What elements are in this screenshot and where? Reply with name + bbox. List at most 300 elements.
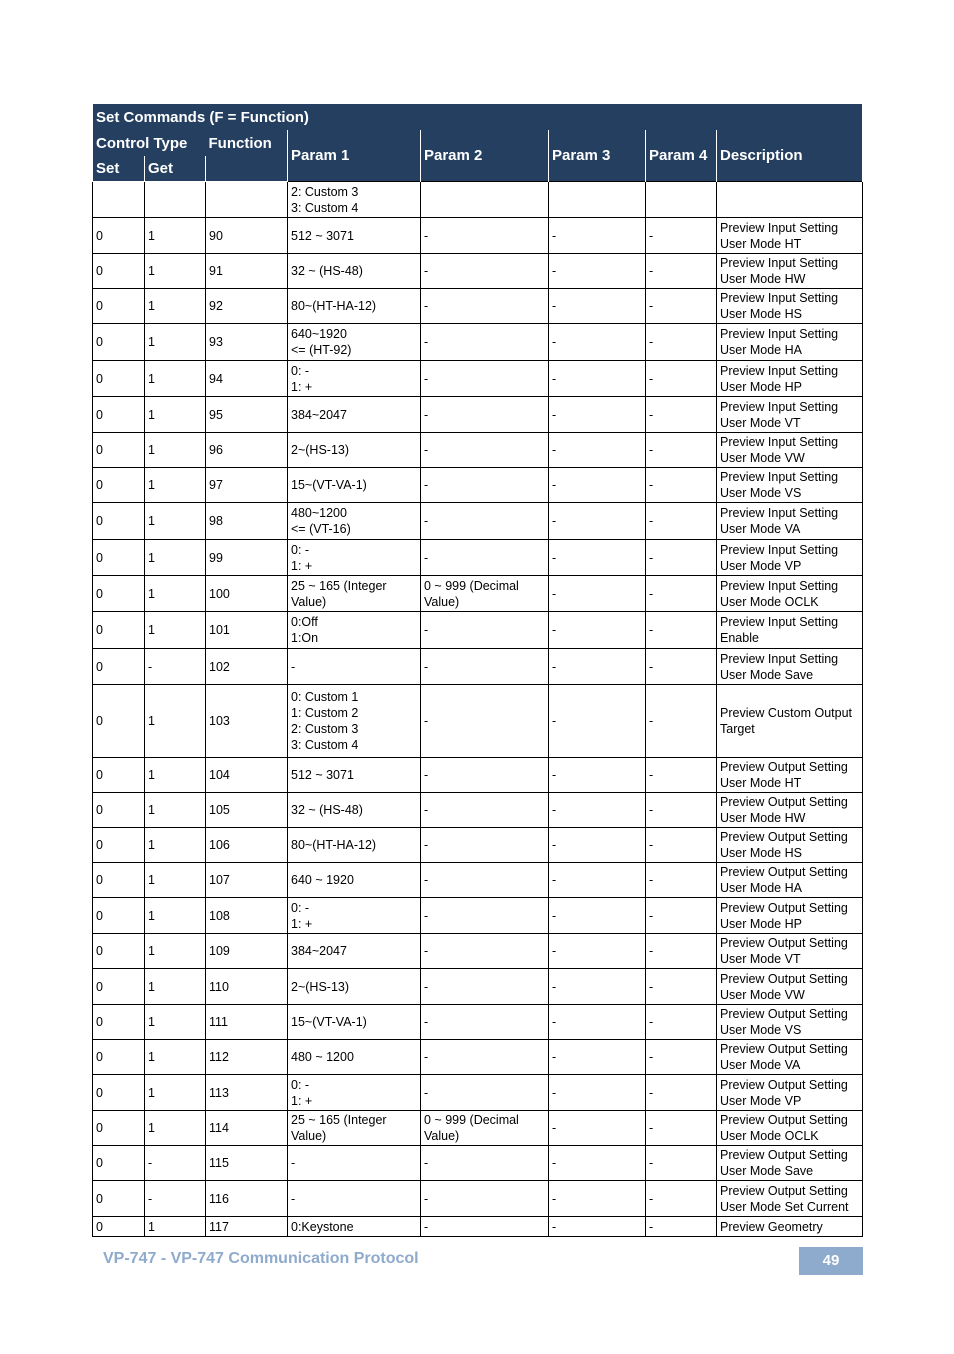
cell-line: User Mode VS: [720, 1023, 802, 1037]
cell-description: [717, 397, 863, 433]
cell-function: 117: [206, 1217, 288, 1237]
cell-line: Preview Output Setting: [720, 1148, 848, 1162]
cell-set: 0: [93, 503, 145, 540]
table-row: [93, 289, 863, 324]
cell-param4: -: [646, 324, 717, 361]
cell-set: 0: [93, 433, 145, 468]
table-row: [93, 576, 863, 612]
cell-param2: -: [421, 503, 549, 540]
cell-get: 1: [145, 468, 206, 503]
cell-param3: -: [549, 324, 646, 361]
cell-param1: [288, 218, 421, 254]
cell-description: [717, 182, 863, 218]
cell-function: 115: [206, 1146, 288, 1181]
cell-line: 0: -: [291, 363, 310, 378]
cell-line: 0: Custom 1: [291, 690, 359, 704]
header-set: Set: [93, 156, 145, 182]
cell-param2: -: [421, 218, 549, 254]
cell-description: [717, 1217, 863, 1237]
cell-param2: -: [421, 969, 549, 1005]
cell-param4: -: [646, 828, 717, 863]
table-row: [93, 218, 863, 254]
cell-function: 104: [206, 758, 288, 793]
cell-param2: -: [421, 685, 549, 758]
cell-line: 2: Custom 3: [291, 184, 359, 199]
header-description: Description: [717, 130, 863, 182]
cell-param3: -: [549, 361, 646, 397]
cell-description: [717, 468, 863, 503]
cell-param3: -: [549, 969, 646, 1005]
cell-set: 0: [93, 1217, 145, 1237]
cell-description: [717, 503, 863, 540]
cell-set: 0: [93, 540, 145, 576]
cell-function: 108: [206, 898, 288, 934]
cell-line: User Mode VA: [720, 1058, 801, 1072]
table-row: [93, 361, 863, 397]
cell-line: 80~(HT-HA-12): [291, 838, 377, 852]
cell-get: 1: [145, 685, 206, 758]
cell-function: 116: [206, 1181, 288, 1217]
cell-line: User Mode HS: [720, 307, 802, 321]
cell-set: 0: [93, 218, 145, 254]
cell-set: 0: [93, 1111, 145, 1146]
cell-param4: -: [646, 1146, 717, 1181]
cell-param1: [288, 649, 421, 685]
cell-function: 99: [206, 540, 288, 576]
cell-param3: -: [549, 397, 646, 433]
cell-get: -: [145, 649, 206, 685]
header-param2: Param 2: [421, 130, 549, 182]
cell-line: Preview Input Setting: [720, 578, 839, 593]
cell-param2: 0 ~ 999 (Decimal Value): [421, 576, 549, 612]
cell-get: -: [145, 1146, 206, 1181]
cell-line: <= (VT-16): [291, 522, 351, 536]
cell-description: [717, 1005, 863, 1040]
cell-function: 102: [206, 649, 288, 685]
cell-param3: -: [549, 1040, 646, 1075]
cell-function: 109: [206, 934, 288, 969]
cell-line: 80~(HT-HA-12): [291, 299, 377, 313]
cell-param1: [288, 324, 421, 361]
cell-line: Preview Output Setting: [720, 1042, 848, 1056]
table-row: [93, 1217, 863, 1237]
cell-param2: -: [421, 397, 549, 433]
cell-line: Enable: [720, 631, 759, 645]
cell-line: Preview Input Setting: [720, 327, 839, 341]
cell-line: 32 ~ (HS-48): [291, 264, 363, 278]
cell-set: 0: [93, 649, 145, 685]
cell-line: User Mode VT: [720, 952, 801, 966]
cell-get: 1: [145, 828, 206, 863]
cell-line: Preview Output Setting: [720, 1007, 848, 1021]
cell-line: Preview Input Setting: [720, 220, 839, 235]
cell-param3: -: [549, 218, 646, 254]
cell-param2: -: [421, 898, 549, 934]
cell-line: 1: +: [291, 916, 313, 931]
cell-param1: [288, 758, 421, 793]
cell-set: 0: [93, 1075, 145, 1111]
cell-param2: -: [421, 1217, 549, 1237]
cell-get: 1: [145, 289, 206, 324]
cell-line: Preview Output Setting: [720, 1183, 848, 1198]
cell-param1: [288, 1217, 421, 1237]
cell-param3: -: [549, 1146, 646, 1181]
cell-param4: -: [646, 793, 717, 828]
cell-line: 512 ~ 3071: [291, 228, 354, 243]
cell-param4: -: [646, 685, 717, 758]
cell-description: [717, 793, 863, 828]
cell-get: -: [145, 1181, 206, 1217]
cell-param2: -: [421, 324, 549, 361]
footer-title: VP-747 - VP-747 Communication Protocol: [103, 1250, 419, 1267]
cell-line: 2~(HS-13): [291, 979, 350, 994]
cell-param4: -: [646, 433, 717, 468]
cell-line: User Mode VP: [720, 558, 802, 573]
cell-line: Value): [291, 1129, 327, 1143]
cell-param2: [421, 182, 549, 218]
cell-line: User Mode HW: [720, 272, 806, 286]
cell-function: 96: [206, 433, 288, 468]
cell-line: User Mode VW: [720, 987, 805, 1002]
cell-description: [717, 863, 863, 898]
header-function-blank: [206, 156, 288, 182]
cell-function: 107: [206, 863, 288, 898]
cell-param1: [288, 503, 421, 540]
cell-line: 384~2047: [291, 407, 347, 422]
cell-line: Target: [720, 722, 755, 736]
cell-param1: [288, 863, 421, 898]
cell-description: [717, 1111, 863, 1146]
cell-line: 640~1920: [291, 327, 347, 341]
cell-get: 1: [145, 969, 206, 1005]
page-number: 49: [799, 1247, 863, 1275]
cell-line: 15~(VT-VA-1): [291, 1015, 367, 1029]
cell-param1: [288, 1040, 421, 1075]
cell-param3: -: [549, 685, 646, 758]
cell-param2: -: [421, 828, 549, 863]
cell-param4: -: [646, 612, 717, 649]
cell-line: Preview Input Setting: [720, 291, 839, 305]
cell-param3: -: [549, 503, 646, 540]
cell-param2: -: [421, 1040, 549, 1075]
cell-function: 101: [206, 612, 288, 649]
cell-line: User Mode OCLK: [720, 594, 819, 609]
cell-param1: [288, 397, 421, 433]
cell-param4: -: [646, 758, 717, 793]
cell-get: [145, 182, 206, 218]
table-row: [93, 685, 863, 758]
header-control-type: Control Type: [93, 130, 206, 156]
cell-param3: -: [549, 540, 646, 576]
cell-line: Preview Output Setting: [720, 760, 848, 774]
cell-line: Preview Input Setting: [720, 542, 839, 557]
cell-get: 1: [145, 1111, 206, 1146]
cell-param3: -: [549, 1075, 646, 1111]
cell-line: User Mode OCLK: [720, 1129, 819, 1143]
cell-param3: -: [549, 254, 646, 289]
cell-line: 25 ~ 165 (Integer: [291, 578, 387, 593]
table-row: [93, 612, 863, 649]
cell-param4: [646, 182, 717, 218]
cell-function: 111: [206, 1005, 288, 1040]
table-row: [93, 934, 863, 969]
cell-param1: [288, 1075, 421, 1111]
cell-param4: -: [646, 1217, 717, 1237]
cell-get: 1: [145, 612, 206, 649]
table-row: [93, 468, 863, 503]
cell-line: Preview Custom Output: [720, 706, 852, 720]
cell-param2: -: [421, 433, 549, 468]
header-function: Function: [206, 130, 288, 156]
cell-param1: [288, 540, 421, 576]
cell-get: 1: [145, 254, 206, 289]
cell-description: [717, 1181, 863, 1217]
table-row: [93, 182, 863, 218]
set-commands-table: [92, 103, 863, 1237]
cell-param1: [288, 468, 421, 503]
cell-line: 2: Custom 3: [291, 722, 359, 736]
cell-param2: -: [421, 1181, 549, 1217]
cell-line: 0: -: [291, 542, 310, 557]
cell-param1: [288, 934, 421, 969]
cell-param1: [288, 254, 421, 289]
cell-function: 97: [206, 468, 288, 503]
cell-set: 0: [93, 934, 145, 969]
cell-line: 1: +: [291, 1093, 313, 1108]
cell-get: 1: [145, 540, 206, 576]
cell-line: Preview Output Setting: [720, 865, 848, 879]
cell-param3: -: [549, 1111, 646, 1146]
cell-param2: -: [421, 540, 549, 576]
cell-param1: [288, 289, 421, 324]
cell-set: 0: [93, 612, 145, 649]
table-row: [93, 397, 863, 433]
cell-line: User Mode VP: [720, 1093, 802, 1108]
table-body: [93, 182, 863, 1237]
cell-function: 92: [206, 289, 288, 324]
cell-set: 0: [93, 685, 145, 758]
cell-line: Preview Input Setting: [720, 435, 839, 449]
cell-get: 1: [145, 898, 206, 934]
cell-param1: [288, 828, 421, 863]
cell-param3: -: [549, 934, 646, 969]
cell-param3: -: [549, 612, 646, 649]
cell-function: 114: [206, 1111, 288, 1146]
cell-description: [717, 612, 863, 649]
table-row: [93, 863, 863, 898]
table-row: [93, 969, 863, 1005]
cell-line: Value): [291, 594, 327, 609]
cell-line: 32 ~ (HS-48): [291, 803, 363, 817]
cell-line: 480~1200: [291, 506, 347, 520]
cell-param3: -: [549, 828, 646, 863]
cell-description: [717, 649, 863, 685]
cell-param2: -: [421, 254, 549, 289]
table-row: [93, 503, 863, 540]
cell-line: 0:Keystone: [291, 1219, 354, 1234]
cell-param1: [288, 182, 421, 218]
cell-param1: [288, 685, 421, 758]
cell-get: 1: [145, 361, 206, 397]
cell-param3: -: [549, 1005, 646, 1040]
cell-line: 512 ~ 3071: [291, 768, 354, 782]
cell-line: Preview Output Setting: [720, 830, 848, 844]
cell-param4: -: [646, 898, 717, 934]
cell-line: Preview Input Setting: [720, 506, 839, 520]
cell-param3: -: [549, 433, 646, 468]
cell-function: 106: [206, 828, 288, 863]
table-row: [93, 433, 863, 468]
cell-line: User Mode VW: [720, 451, 805, 465]
cell-param3: -: [549, 576, 646, 612]
table-row: [93, 1005, 863, 1040]
cell-line: Preview Input Setting: [720, 651, 839, 666]
cell-param1: [288, 576, 421, 612]
cell-get: 1: [145, 1217, 206, 1237]
cell-param2: -: [421, 468, 549, 503]
table-row: [93, 649, 863, 685]
cell-line: Preview Input Setting: [720, 363, 839, 378]
cell-function: 113: [206, 1075, 288, 1111]
cell-line: Preview Output Setting: [720, 1113, 848, 1127]
cell-line: Preview Output Setting: [720, 795, 848, 809]
cell-function: 103: [206, 685, 288, 758]
cell-function: 91: [206, 254, 288, 289]
cell-param4: -: [646, 576, 717, 612]
cell-function: [206, 182, 288, 218]
cell-line: Preview Input Setting: [720, 470, 839, 484]
cell-param2: -: [421, 934, 549, 969]
cell-set: 0: [93, 1146, 145, 1181]
cell-param3: -: [549, 649, 646, 685]
cell-get: 1: [145, 934, 206, 969]
cell-line: 0:Off: [291, 615, 318, 629]
cell-line: <= (HT-92): [291, 343, 352, 357]
table-row: [93, 758, 863, 793]
cell-set: 0: [93, 361, 145, 397]
cell-set: 0: [93, 324, 145, 361]
cell-get: 1: [145, 324, 206, 361]
cell-get: 1: [145, 1005, 206, 1040]
cell-set: [93, 182, 145, 218]
cell-line: Preview Output Setting: [720, 900, 848, 915]
cell-description: [717, 828, 863, 863]
cell-param2: -: [421, 793, 549, 828]
table-row: [93, 324, 863, 361]
header-param4: Param 4: [646, 130, 717, 182]
cell-line: 0: -: [291, 900, 310, 915]
cell-set: 0: [93, 289, 145, 324]
cell-param2: -: [421, 758, 549, 793]
table-row: [93, 898, 863, 934]
cell-line: Preview Input Setting: [720, 256, 839, 270]
cell-line: User Mode Set Current: [720, 1199, 849, 1214]
cell-line: User Mode HP: [720, 379, 802, 394]
header-param1: Param 1: [288, 130, 421, 182]
cell-param3: -: [549, 793, 646, 828]
cell-line: 25 ~ 165 (Integer: [291, 1113, 387, 1127]
cell-description: [717, 1075, 863, 1111]
cell-param3: -: [549, 468, 646, 503]
cell-param4: -: [646, 503, 717, 540]
cell-line: 1: +: [291, 379, 313, 394]
cell-description: [717, 218, 863, 254]
cell-param4: -: [646, 397, 717, 433]
cell-description: [717, 361, 863, 397]
cell-param3: -: [549, 1217, 646, 1237]
cell-param4: -: [646, 1040, 717, 1075]
cell-param3: [549, 182, 646, 218]
cell-get: 1: [145, 218, 206, 254]
cell-param2: -: [421, 289, 549, 324]
cell-param1: [288, 969, 421, 1005]
header-param3: Param 3: [549, 130, 646, 182]
cell-line: User Mode HP: [720, 916, 802, 931]
cell-line: User Mode VA: [720, 522, 801, 536]
table-row: [93, 540, 863, 576]
cell-line: User Mode HS: [720, 846, 802, 860]
cell-param3: -: [549, 758, 646, 793]
cell-set: 0: [93, 576, 145, 612]
table-row: [93, 793, 863, 828]
cell-set: 0: [93, 397, 145, 433]
cell-param3: -: [549, 863, 646, 898]
cell-get: 1: [145, 397, 206, 433]
cell-param4: -: [646, 361, 717, 397]
cell-get: 1: [145, 863, 206, 898]
cell-line: 1: Custom 2: [291, 706, 359, 720]
cell-line: Preview Output Setting: [720, 936, 848, 950]
cell-param3: -: [549, 289, 646, 324]
cell-description: [717, 758, 863, 793]
cell-line: User Mode HA: [720, 343, 802, 357]
table-row: [93, 1075, 863, 1111]
cell-param2: -: [421, 1005, 549, 1040]
table-row: [93, 1111, 863, 1146]
cell-function: 110: [206, 969, 288, 1005]
cell-get: 1: [145, 1075, 206, 1111]
table-row: [93, 254, 863, 289]
cell-line: Preview Output Setting: [720, 1077, 848, 1092]
cell-description: [717, 540, 863, 576]
cell-line: User Mode HW: [720, 811, 806, 825]
cell-line: 3: Custom 4: [291, 200, 359, 215]
cell-param2: -: [421, 612, 549, 649]
cell-set: 0: [93, 468, 145, 503]
cell-param4: -: [646, 254, 717, 289]
cell-param4: -: [646, 468, 717, 503]
cell-description: [717, 433, 863, 468]
cell-param2: -: [421, 1146, 549, 1181]
cell-param1: [288, 898, 421, 934]
cell-param1: [288, 612, 421, 649]
cell-description: [717, 685, 863, 758]
cell-line: User Mode HT: [720, 776, 802, 790]
cell-param4: -: [646, 863, 717, 898]
cell-param1: [288, 793, 421, 828]
cell-line: 2~(HS-13): [291, 443, 350, 457]
cell-description: [717, 934, 863, 969]
cell-set: 0: [93, 863, 145, 898]
cell-param4: -: [646, 1181, 717, 1217]
table-row: [93, 1040, 863, 1075]
cell-line: -: [291, 1156, 296, 1170]
cell-line: 15~(VT-VA-1): [291, 478, 367, 492]
cell-description: [717, 1040, 863, 1075]
cell-param4: -: [646, 218, 717, 254]
cell-param1: [288, 1111, 421, 1146]
cell-function: 105: [206, 793, 288, 828]
